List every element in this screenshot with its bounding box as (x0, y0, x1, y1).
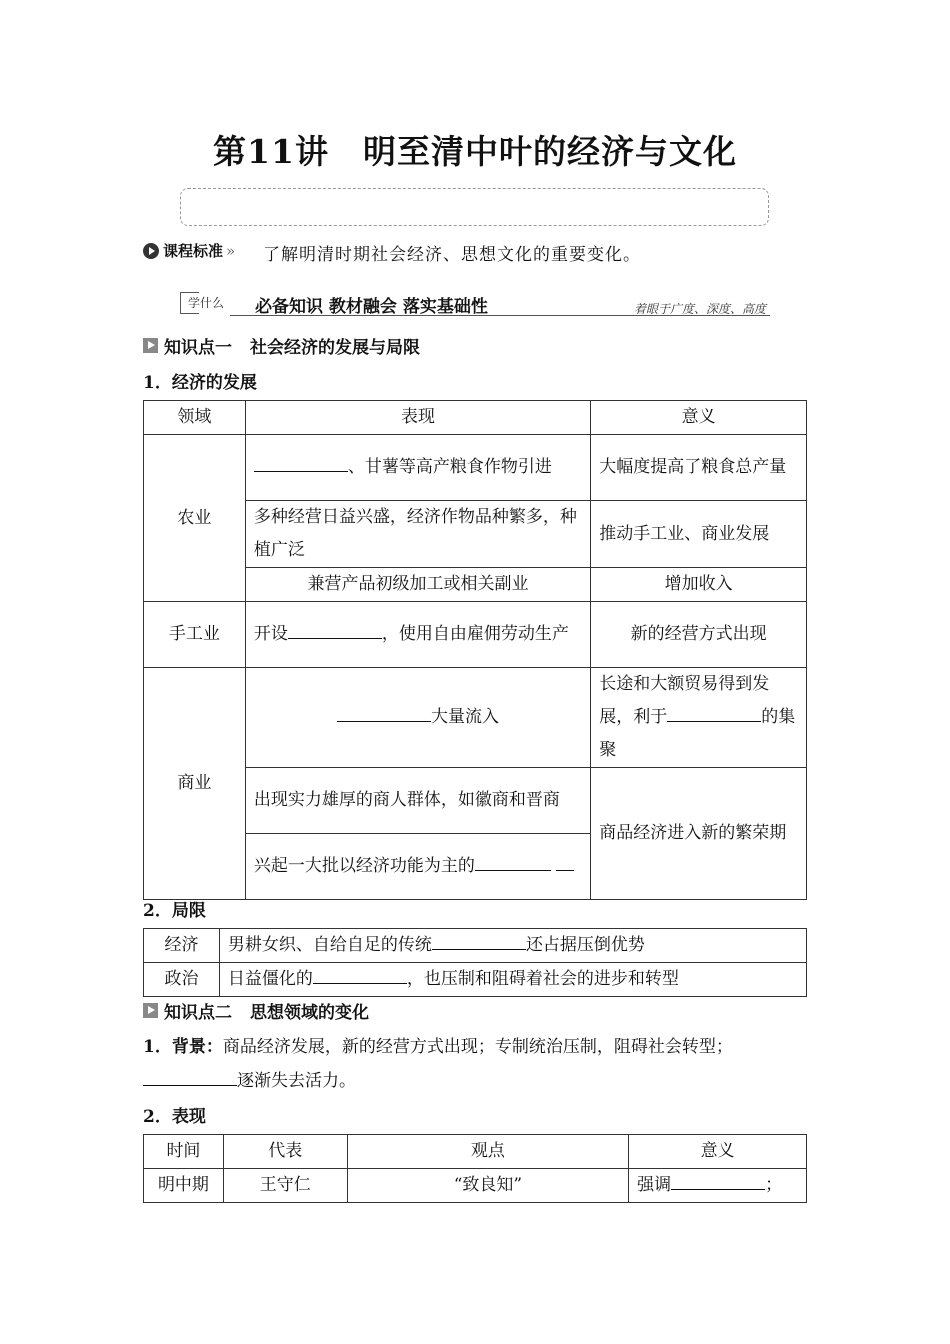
thought-changes-table (143, 1134, 807, 1203)
play-circle-icon (143, 243, 159, 259)
fill-blank[interactable] (337, 703, 431, 722)
banner-subtitle: 着眼于广度、深度、高度 (633, 302, 766, 316)
kp2-section-2: 2．表现 (143, 1107, 206, 1127)
table-cell: 男耕女织、自给自足的传统 还占据压倒优势 (219, 929, 806, 963)
table-header: 领域 (144, 401, 246, 435)
economy-development-table (143, 400, 807, 900)
course-standard-text-label: 课程标准 (163, 242, 224, 260)
table-header: 表现 (245, 401, 590, 435)
background-label: 1．背景： (143, 1037, 223, 1057)
fill-blank[interactable] (671, 1171, 765, 1190)
table-cell: 王守仁 (223, 1169, 347, 1203)
kp2-label: 知识点二 (164, 1003, 232, 1023)
table-cell: 明中期 (144, 1169, 224, 1203)
section-banner (180, 290, 770, 320)
table-cell: “致良知” (347, 1169, 628, 1203)
background-paragraph: 1．背景：商品经济发展，新的经营方式出现；专制统治压制，阻碍社会转型； 逐渐失去活力。 (143, 1037, 733, 1091)
page-title: 第11讲 明至清中叶的经济与文化 (213, 132, 737, 171)
banner-rule (230, 315, 770, 316)
banner-heading: 必备知识 教材融会 落实基础性 (255, 297, 488, 317)
table-header: 意义 (591, 401, 807, 435)
table-cell: 强调 ； (629, 1169, 807, 1203)
table-cell: 推动手工业、商业发展 (591, 501, 807, 568)
row-label-handicraft: 手工业 (144, 602, 246, 668)
kp1-section-2: 2．局限 (143, 901, 206, 921)
fill-blank[interactable] (143, 1067, 237, 1086)
table-cell: 兼营产品初级加工或相关副业 (245, 568, 590, 602)
fill-blank[interactable] (254, 453, 348, 472)
table-cell: 大幅度提高了粮食总产量 (591, 435, 807, 501)
table-cell: 商品经济进入新的繁荣期 (591, 768, 807, 900)
table-cell: 新的经营方式出现 (591, 602, 807, 668)
kp1-label: 知识点一 (164, 338, 232, 358)
table-cell: 出现实力雄厚的商人群体，如徽商和晋商 (245, 768, 590, 834)
table-cell: 日益僵化的 ，也压制和阻碍着社会的进步和转型 (219, 963, 806, 997)
course-standard-label (143, 240, 235, 261)
table-header: 意义 (629, 1135, 807, 1169)
row-label-politics: 政治 (144, 963, 220, 997)
table-header: 时间 (144, 1135, 224, 1169)
limitations-table (143, 928, 807, 997)
table-cell: 开设 ，使用自由雇佣劳动生产 (245, 602, 590, 668)
course-standard-text: 了解明清时期社会经济、思想文化的重要变化。 (263, 245, 641, 265)
table-cell: 长途和大额贸易得到发展，利于 的集聚 (591, 668, 807, 768)
kp1-title: 社会经济的发展与局限 (250, 338, 420, 358)
fill-blank[interactable] (667, 703, 761, 722)
fill-blank[interactable] (432, 931, 526, 950)
triangle-marker-icon (143, 338, 158, 353)
fill-blank[interactable] (288, 620, 382, 639)
kp1-section-1: 1．经济的发展 (143, 373, 257, 393)
fill-blank[interactable] (556, 852, 574, 871)
row-label-commerce: 商业 (144, 668, 246, 900)
table-header: 观点 (347, 1135, 628, 1169)
table-cell: 兴起一大批以经济功能为主的 (245, 834, 590, 900)
kp2-title: 思想领域的变化 (250, 1003, 369, 1023)
logo (180, 290, 240, 316)
double-chevron-icon: » (226, 241, 236, 260)
row-label-agriculture: 农业 (144, 435, 246, 602)
triangle-marker-icon (143, 1003, 158, 1018)
table-cell: 增加收入 (591, 568, 807, 602)
row-label-economy: 经济 (144, 929, 220, 963)
table-cell: 、甘薯等高产粮食作物引进 (245, 435, 590, 501)
fill-blank[interactable] (475, 852, 551, 871)
fill-blank[interactable] (313, 965, 407, 984)
knowledge-point-2-heading (143, 998, 369, 1023)
table-cell: 多种经营日益兴盛，经济作物品种繁多，种植广泛 (245, 501, 590, 568)
table-cell: 大量流入 (245, 668, 590, 768)
table-header: 代表 (223, 1135, 347, 1169)
notes-box (180, 188, 769, 226)
logo-text: 学什么 (188, 296, 225, 310)
knowledge-point-1-heading (143, 333, 420, 358)
